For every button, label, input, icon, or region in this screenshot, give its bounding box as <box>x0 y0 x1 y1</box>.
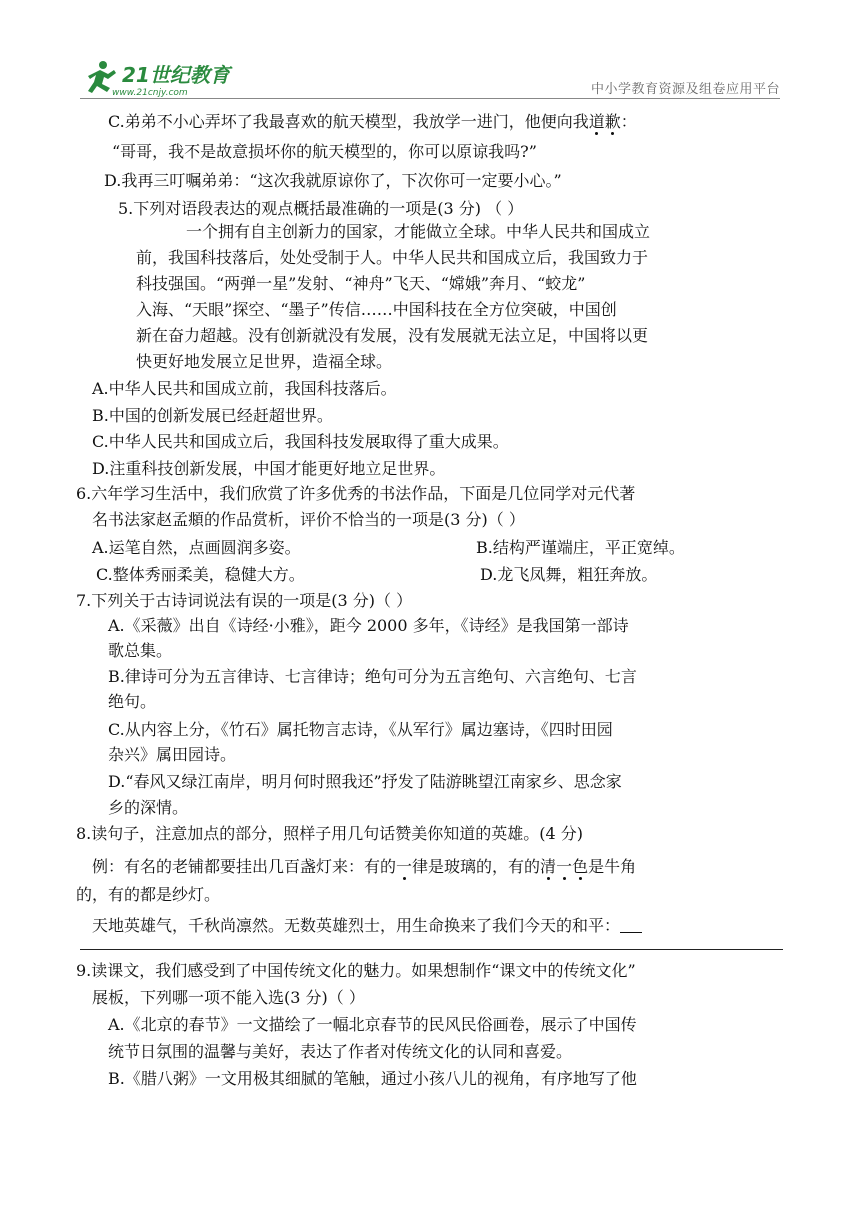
q9-option-line: A.《北京的春节》一文描绘了一幅北京春节的民风民俗画卷，展示了中国传 <box>108 1015 637 1034</box>
q9-option-line: B.《腊八粥》一文用极其细腻的笔触，通过小孩八儿的视角，有序地写了他 <box>108 1069 637 1088</box>
q5-option-b: B.中国的创新发展已经赶超世界。 <box>92 406 333 425</box>
q5-option-a: A.中华人民共和国成立前，我国科技落后。 <box>92 379 397 398</box>
q4-option-c-line1: C.弟弟不小心弄坏了我最喜欢的航天模型，我放学一进门，他便向我道歉： <box>108 112 637 131</box>
site-logo <box>80 58 280 98</box>
q9-stem-line2: 展板，下列哪一项不能入选(3 分)（ ） <box>92 988 365 1007</box>
q5-passage-line: 入海、“天眼”探空、“墨子”传信……中国科技在全方位突破，中国创 <box>136 300 617 319</box>
emphasis-dot-char: 一 <box>396 857 413 876</box>
q5-passage-line: 快更好地发展立足世界，造福全球。 <box>136 352 393 371</box>
emphasis-dot-char: 色 <box>572 857 589 876</box>
site-tagline: 中小学教育资源及组卷应用平台 <box>590 82 780 97</box>
q5-option-c: C.中华人民共和国成立后，我国科技发展取得了重大成果。 <box>92 432 509 451</box>
emphasis-dot-char: 歉 <box>604 112 621 131</box>
q6-stem-line1: 6.六年学习生活中，我们欣赏了许多优秀的书法作品，下面是几位同学对元代著 <box>76 484 636 503</box>
q7-option-line: 歌总集。 <box>108 641 173 660</box>
logo-url: www.21cnjy.com <box>112 88 188 98</box>
q6-option-d: D.龙飞凤舞，粗狂奔放。 <box>480 565 658 584</box>
q9-stem-line1: 9.读课文，我们感受到了中国传统文化的魅力。如果想制作“课文中的传统文化” <box>76 961 636 980</box>
q7-option-line: C.从内容上分，《竹石》属托物言志诗，《从军行》属边塞诗，《四时田园 <box>108 720 613 739</box>
q7-option-line: 绝句。 <box>108 692 157 711</box>
emphasis-dot-char: 清 <box>540 857 557 876</box>
emphasis-dot-char: 一 <box>556 857 573 876</box>
header-divider <box>80 98 780 99</box>
q7-option-line: A.《采薇》出自《诗经·小雅》，距今 2000 多年，《诗经》是我国第一部诗 <box>108 616 629 635</box>
q4-option-c-line2: “哥哥，我不是故意损坏你的航天模型的，你可以原谅我吗?” <box>112 142 537 161</box>
q7-option-line: D.“春风又绿江南岸，明月何时照我还”抒发了陆游眺望江南家乡、思念家 <box>108 772 622 791</box>
q8-prompt: 天地英雄气，千秋尚凛然。无数英雄烈士，用生命换来了我们今天的和平： <box>92 915 642 937</box>
q6-option-a: A.运笔自然，点画圆润多姿。 <box>92 538 301 557</box>
q6-stem-line2: 名书法家赵孟頫的作品赏析，评价不恰当的一项是(3 分)（ ） <box>92 510 525 529</box>
q5-passage-line: 前，我国科技落后，处处受制于人。中华人民共和国成立后，我国致力于 <box>136 248 649 267</box>
answer-blank[interactable] <box>620 916 642 933</box>
q8-example-line1: 例：有名的老铺都要挂出几百盏灯来：有的一律是玻璃的，有的清一色是牛角 <box>92 857 637 876</box>
q7-option-line: 杂兴》属田园诗。 <box>108 745 237 764</box>
q5-option-d: D.注重科技创新发展，中国才能更好地立足世界。 <box>92 459 446 478</box>
emphasis-dot-char: 道 <box>588 112 605 131</box>
q7-option-line: B.律诗可分为五言律诗、七言律诗；绝句可分为五言绝句、六言绝句、七言 <box>108 667 637 686</box>
q5-passage-line: 新在奋力超越。没有创新就没有发展，没有发展就无法立足，中国将以更 <box>136 326 649 345</box>
q5-stem: 5.下列对语段表达的观点概括最准确的一项是(3 分) （ ） <box>118 199 524 218</box>
q5-passage-line: 一个拥有自主创新力的国家，才能做立全球。中华人民共和国成立 <box>186 222 651 241</box>
q4-option-d: D.我再三叮嘱弟弟：“这次我就原谅你了，下次你可一定要小心。” <box>104 171 562 190</box>
q8-example-line2: 的，有的都是纱灯。 <box>76 885 221 904</box>
q8-stem: 8.读句子，注意加点的部分，照样子用几句话赞美你知道的英雄。(4 分) <box>76 824 584 843</box>
q7-stem: 7.下列关于古诗词说法有误的一项是(3 分)（ ） <box>76 591 413 610</box>
q5-passage-line: 科技强国。“两弹一星”发射、“神舟”飞天、“嫦娥”奔月、“蛟龙” <box>136 274 586 293</box>
q8-answer-line[interactable] <box>80 949 783 950</box>
q9-option-line: 统节日氛围的温馨与美好，表达了作者对传统文化的认同和喜爱。 <box>108 1042 573 1061</box>
page-header <box>80 50 780 100</box>
logo-text: 21世纪教育 <box>122 63 230 87</box>
q7-option-line: 乡的深情。 <box>108 798 189 817</box>
q6-option-b: B.结构严谨端庄，平正宽绰。 <box>476 538 685 557</box>
q6-option-c: C.整体秀丽柔美，稳健大方。 <box>96 565 305 584</box>
